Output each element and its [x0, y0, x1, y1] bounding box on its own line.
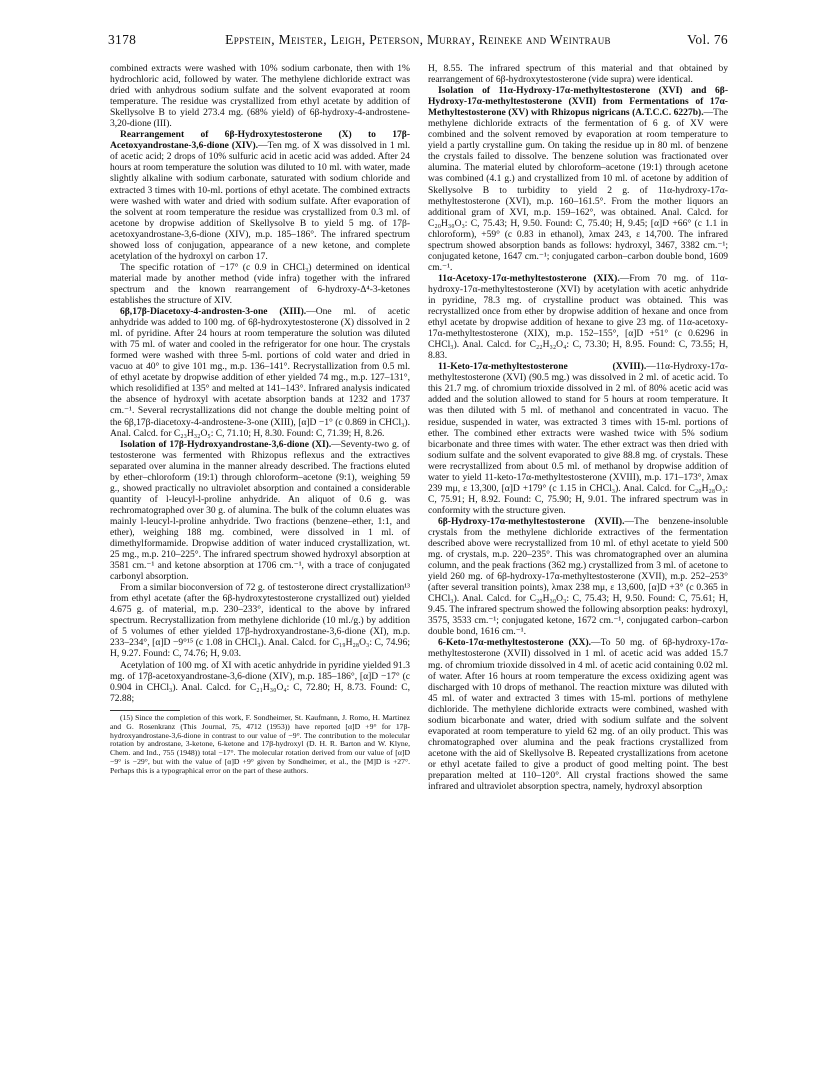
running-header: [108, 32, 728, 50]
volume-label: Vol. 76: [687, 32, 728, 47]
section-heading: 6-Keto-17α-methyltestosterone (XX).: [438, 637, 592, 649]
paragraph: Isolation of 17β-Hydroxyandrostane-3,6-dione (XI).—Seventy-two g. of testosterone was fermented with Rhizopus reflexus and the extractives separated over alumina in the manner already described. The fractions eluted by ether–chloroform (19:1) through chloroform–acetone (9:1), weighing 59 g., showed practically no ultraviolet absorption and contained a considerable quantity of l-leucyl-l-proline anhydride. An aliquot of 0.6 g. was rechromatographed over 30 g. of alumina. The bulk of the column eluates was mainly l-leucyl-l-proline anhydride. Two fractions (benzene–ether, 1:1, and ether), weighing 188 mg. combined, were dissolved in 1 ml. of dimethylformamide. Dropwise addition of water induced crystallization, wt. 25 mg., m.p. 210–225°. The infrared spectrum showed hydroxyl absorption at 3581 cm.⁻¹ and ketone absorption at 1706 cm.⁻¹, with a trace of conjugated carbonyl absorption.: [110, 438, 410, 583]
footnote-rule: [110, 710, 180, 711]
running-head-authors: Eppstein, Meister, Leigh, Peterson, Murray, Reineke and Weintraub: [225, 32, 611, 47]
paragraph: 6β,17β-Diacetoxy-4-androsten-3-one (XIII).—One ml. of acetic anhydride was added to 100 mg. of 6β-hydroxytestosterone (X) dissolved in 2 ml. of pyridine. After 24 hours at room temperature the solution was diluted with 75 ml. of water and cooled in the refrigerator for one hour. The crystals formed were washed with three 5-ml. portions of cold water and dried in vacuo at 40° to give 101 mg., m.p. 136–141°. Recrystallization from 0.5 ml. of ethyl acetate by dropwise addition of ether yielded 74 mg., m.p. 127–131°, which resolidified at 135° and melted at 141–143°. Infrared analysis indicated the absence of hydroxyl with acetate absorption bands at 1232 and 1737 cm.⁻¹. Several recrystallizations did not change the double melting point of the 6β,17β-diacetoxy-4-androstene-3-one (XIII), [α]D −1° (c 0.869 in CHCl₃). Anal. Calcd. for C₂₃H₃₂O₅: C, 71.10; H, 8.30. Found: C, 71.39; H, 8.26.: [110, 306, 410, 439]
paragraph: Isolation of 11α-Hydroxy-17α-methyltestosterone (XVI) and 6β-Hydroxy-17α-methyltestosterone (XVII) from Fermentations of 17α-Methyltestosterone (XV) with Rhizopus nigricans (A.T.C.C. 6227b).—The methylene dichloride extracts of the fermentation of 6 g. of XV were combined and the solvent removed by evaporation at room temperature to yield a partly crystalline gum. On taking the residue up in 80 ml. of benzene the crystals failed to dissolve. The benzene solution was fractionated over alumina. The material eluted by chloroform–acetone (19:1) through acetone was combined (4.1 g.) and crystallized from 10 ml. of acetone by addition of Skellysolve B to turbidity to yield 2 g. of 11α-hydroxy-17α-methyltestosterone (XVI), m.p. 160–161.5°. From the mother liquors an additional gram of XVI, m.p. 159–162°, was obtained. Anal. Calcd. for C₂₀H₃₀O₃: C, 75.43; H, 9.50. Found: C, 75.40; H, 9.45; [α]D +66° (c 1.1 in chloroform), +59° (c 0.83 in ethanol), λmax 243, ε 14,700. The infrared spectrum showed absorption bands as follows: hydroxyl, 3467, 3382 cm.⁻¹; conjugated ketone, 1647 cm.⁻¹; conjugated carbon–carbon double bond, 1609 cm.⁻¹.: [428, 85, 728, 273]
footnote: (15) Since the completion of this work, F. Sondheimer, St. Kaufmann, J. Romo, H. Martinez and G. Rosenkranz (This Journal, 75, 4712 (1953)) have reported [α]D +9° for 17β-hydroxyandrostane-3,6-dione in contrast to our value of −9°. The contribution to the molecular rotation by androstane, 3-ketone, 6-ketone and 17β-hydroxyl (D. H. R. Barton and W. Klyne, Chem. and Ind., 755 (1948)) total −17°. The molecular rotation derived from our value of [α]D −9° is −29°, but with the value of [α]D +9° given by Sondheimer, et al., the [M]D is +27°. Perhaps this is a typographical error on the part of these authors.: [110, 712, 410, 776]
section-heading: Isolation of 17β-Hydroxyandrostane-3,6-dione (XI).: [120, 438, 332, 450]
page-number: 3178: [108, 32, 137, 47]
paragraph: 11-Keto-17α-methyltestosterone (XVIII).—11α-Hydroxy-17α-methyltestosterone (XVI) (90.5 mg.) was dissolved in 2 ml. of acetic acid. To this 21.7 mg. of chromium trioxide dissolved in 2 ml. of 80% acetic acid was added and the solution allowed to stand for 5 hours at room temperature. It was then diluted with 5 ml. of methanol and concentrated in vacuo. The residue, suspended in water, was extracted 3 times with 15-ml. portions of ether. The combined ether extracts were washed twice with 5% sodium bicarbonate and three times with water. The ether extract was then dried with sodium sulfate and the solvent evaporated to give 88.8 mg. of crystals. These were recrystallized from about 0.5 ml. of methanol by dropwise addition of water to yield 11-keto-17α-methyltestosterone (XVIII), m.p. 171–173°, λmax 239 mμ, ε 13,300, [α]D +179° (c 1.15 in CHCl₃). Anal. Calcd. for C₂₀H₂₈O₃: C, 75.91; H, 8.92. Found: C, 75.90; H, 9.01. The infrared spectrum was in conformity with the structure given.: [428, 361, 728, 516]
paragraph: 6β-Hydroxy-17α-methyltestosterone (XVII).—The benzene-insoluble crystals from the methylene dichloride extractives of the fermentation described above were recrystallized from 10 ml. of ethyl acetate to yield 500 mg. of crystals, m.p. 220–235°. This was chromatographed over an alumina column, and the peak fractions (362 mg.) crystallized from 3 ml. of acetone to yield 260 mg. of 6β-hydroxy-17α-methyltestosterone (XVII), m.p. 252–253° (after several transition points), λmax 238 mμ, ε 13,600, [α]D +3° (c 0.365 in CHCl₃). Anal. Calcd. for C₂₀H₃₀O₃: C, 75.43; H, 9.50. Found: C, 75.61; H, 9.45. The infrared spectrum showed the following absorption peaks: hydroxyl, 3575, 3533 cm.⁻¹; conjugated ketone, 1672 cm.⁻¹, conjugated carbon–carbon double bond, 1616 cm.⁻¹.: [428, 515, 728, 638]
paragraph: 11α-Acetoxy-17α-methyltestosterone (XIX).—From 70 mg. of 11α-hydroxy-17α-methyltestosterone (XVI) by acetylation with acetic anhydride in pyridine, 78.3 mg. of crystalline product was obtained. This was recrystallized once from ether by dropwise addition of hexane and once from ethyl acetate by dropwise addition of hexane to give 23 mg. of 11α-acetoxy-17α-methyltestosterone (XIX), m.p. 152–155°, [α]D +51° (c 0.6296 in CHCl₃). Anal. Calcd. for C₂₂H₃₂O₄: C, 73.30; H, 8.95. Found: C, 73.55; H, 8.83.: [428, 272, 728, 362]
paragraph: From a similar bioconversion of 72 g. of testosterone direct crystallization¹³ from ethyl acetate (after the 6β-hydroxytestosterone crystallized out) yielded 4.675 g. of material, m.p. 230–233°, identical to the above by infrared spectrum. Recrystallization from methylene dichloride (10 ml./g.) by addition of 5 volumes of ether yielded 17β-hydroxyandrostane-3,6-dione (XI), m.p. 233–234°, [α]D −9°¹⁵ (c 1.08 in CHCl₃). Anal. Calcd. for C₁₉H₂₈O₃: C, 74.96; H, 9.27. Found: C, 74.76; H, 9.03.: [110, 582, 410, 660]
section-heading: 11-Keto-17α-methyltestosterone (XVIII).: [438, 361, 647, 373]
paragraph: 6-Keto-17α-methyltestosterone (XX).—To 50 mg. of 6β-hydroxy-17α-methyltestosterone (XVII) dissolved in 1 ml. of acetic acid was added 15.7 mg. of chromium trioxide dissolved in 4 ml. of acetic acid containing 0.02 ml. of water. After 16 hours at room temperature the excess oxidizing agent was discharged with 10 drops of methanol. The reaction mixture was diluted with 45 ml. of water and extracted 3 times with 15-ml. portions of methylene dichloride. The methylene dichloride extracts were combined, washed with sodium bicarbonate and water, dried with sodium sulfate and the solvent evaporated at room temperature to yield 62 mg. of an oily product. This was chromatographed over alumina and the peak fractions crystallized from acetone with the aid of Skellysolve B. Repeated crystallizations from acetone or ethyl acetate failed to give a product of good melting point. The best preparation melted at 110–120°. All crystal fractions showed the same infrared and ultraviolet absorption spectra, namely, hydroxyl absorption: [428, 637, 728, 793]
paragraph: H, 8.55. The infrared spectrum of this material and that obtained by rearrangement of 6β-hydroxytestosterone (vide supra) were identical.: [428, 63, 728, 86]
section-heading: 11α-Acetoxy-17α-methyltestosterone (XIX).: [438, 272, 620, 284]
left-column: [110, 63, 410, 776]
paragraph: Acetylation of 100 mg. of XI with acetic anhydride in pyridine yielded 91.3 mg. of 17β-acetoxyandrostane-3,6-dione (XIV), m.p. 185–186°, [α]D −17° (c 0.904 in CHCl₃). Anal. Calcd. for C₂₁H₃₀O₄: C, 72.80; H, 8.73. Found: C, 72.88;: [110, 659, 410, 704]
paragraph: combined extracts were washed with 10% sodium carbonate, then with 1% hydrochloric acid, followed by water. The methylene dichloride extract was dried with anhydrous sodium sulfate and the solvent evaporated at room temperature. The residue was crystallized from ethyl acetate by addition of Skellysolve B to yield 273.4 mg. (68% yield) of 6β-hydroxy-4-androstene-3,20-dione (III).: [110, 63, 410, 130]
right-column: [428, 63, 728, 792]
paragraph: The specific rotation of −17° (c 0.9 in CHCl₃) determined on identical material made by another method (vide infra) together with the infrared spectrum and the known rearrangement of 6-hydroxy-Δ⁴-3-ketones establishes the structure of XIV.: [110, 261, 410, 306]
section-heading: Isolation of 11α-Hydroxy-17α-methyltestosterone (XVI) and 6β-Hydroxy-17α-methyltestosterone (XVII) from Fermentations of 17α-Methyltestosterone (XV) with Rhizopus nigricans (A.T.C.C. 6227b).: [428, 85, 728, 119]
section-heading: Rearrangement of 6β-Hydroxytestosterone (X) to 17β-Acetoxyandrostane-3,6-dione (XIV).: [110, 129, 410, 152]
section-heading: 6β-Hydroxy-17α-methyltestosterone (XVII).: [438, 515, 625, 527]
section-heading: 6β,17β-Diacetoxy-4-androsten-3-one (XIII).: [120, 306, 307, 318]
paragraph: Rearrangement of 6β-Hydroxytestosterone (X) to 17β-Acetoxyandrostane-3,6-dione (XIV).—Ten mg. of X was dissolved in 1 ml. of acetic acid; 2 drops of 10% sulfuric acid in acetic acid was added. After 24 hours at room temperature the solution was diluted to 10 ml. with water, made slightly alkaline with sodium carbonate, saturated with sodium chloride and extracted 3 times with 10-ml. portions of ethyl acetate. The combined extracts were washed with water and dried with sodium sulfate. After evaporation of the solvent at room temperature the residue was crystallized from 0.3 ml. of acetone by dropwise addition of Skellysolve B to yield 5 mg. of 17β-acetoxyandrostane-3,6-dione (XIV), m.p. 185–186°. The infrared spectrum showed loss of conjugation, appearance of a new ketone, and complete acetylation of the hydroxyl on carbon 17.: [110, 129, 410, 262]
